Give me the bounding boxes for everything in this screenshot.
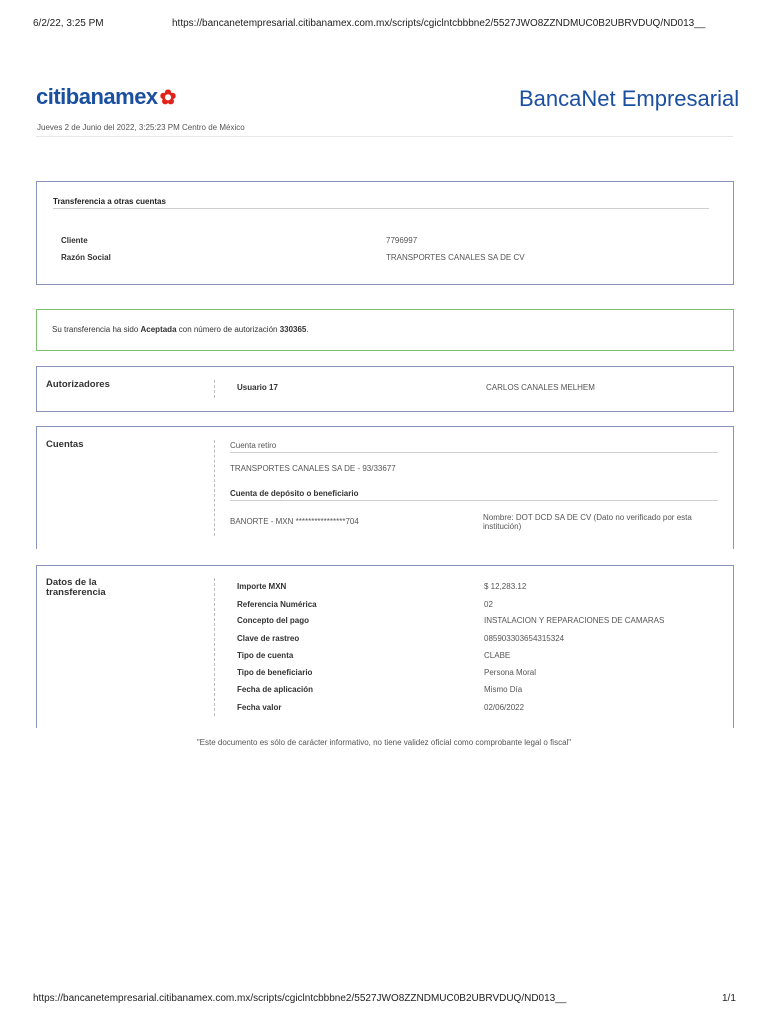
autorizadores-panel [36,366,734,412]
cuenta-deposito-label: Cuenta de depósito o beneficiario [230,489,359,498]
autorizadores-title: Autorizadores [46,379,110,390]
datos-row-value: 02 [484,600,493,609]
cliente-label: Cliente [61,236,88,245]
cuentas-title: Cuentas [46,439,84,450]
print-url: https://bancanetempresarial.citibanamex.com.mx/scripts/cgiclntcbbbne2/5527JWO8ZZNDMUC0B2UBRVDUQ/ND013__ [172,18,706,29]
datos-row-label: Clave de rastreo [237,634,300,643]
confirmation-middle: con número de autorización [176,325,280,334]
datos-title-line2: transferencia [46,587,106,598]
cuenta-deposito-rule [230,500,718,501]
datos-row-value: INSTALACION Y REPARACIONES DE CAMARAS [484,616,665,625]
cliente-value: 7796997 [386,236,418,245]
usuario-name: CARLOS CANALES MELHEM [486,383,595,392]
datos-title [46,578,106,598]
header-divider [36,136,733,137]
datos-divider [214,578,215,716]
datos-row-label: Referencia Numérica [237,600,317,609]
datos-row-label: Importe MXN [237,582,287,591]
print-date: 6/2/22, 3:25 PM [33,18,104,29]
print-footer-url: https://bancanetempresarial.citibanamex.com.mx/scripts/cgiclntcbbbne2/5527JWO8ZZNDMUC0B2UBRVDUQ/ND013__ [33,993,567,1004]
datos-row-label: Fecha de aplicación [237,685,314,694]
logo-text: citibanamex [36,84,158,109]
cuenta-deposito-value: BANORTE - MXN ****************704 [230,517,359,526]
datos-transferencia-panel [36,565,734,728]
datos-row-label: Tipo de cuenta [237,651,294,660]
razon-social-value: TRANSPORTES CANALES SA DE CV [386,253,525,262]
operation-title-rule [53,208,709,209]
cuenta-retiro-rule [230,452,718,453]
product-part1: BancaNet [519,86,616,111]
datos-row-label: Tipo de beneficiario [237,668,313,677]
cuentas-divider [214,440,215,536]
product-part2: Empresarial [621,86,740,111]
bancanet-empresarial-logo [519,86,739,112]
session-datetime: Jueves 2 de Junio del 2022, 3:25:23 PM Centro de México [37,123,245,132]
beneficiario-note: Nombre: DOT DCD SA DE CV (Dato no verificado por esta institución) [483,513,692,531]
razon-social-label: Razón Social [61,253,111,262]
confirmation-prefix: Su transferencia ha sido [52,325,141,334]
datos-row-label: Concepto del pago [237,616,309,625]
banamex-flower-icon: ✿ [159,87,176,109]
cuenta-retiro-value: TRANSPORTES CANALES SA DE - 93/33677 [230,464,396,473]
confirmation-status: Aceptada [140,325,177,334]
datos-row-value: 085903303654315324 [484,634,565,643]
datos-row-value: Mismo Día [484,685,523,694]
citibanamex-logo [36,84,176,110]
confirmation-message [52,325,309,334]
datos-row-value: Persona Moral [484,668,537,677]
datos-title-line1: Datos de la [46,577,97,588]
operation-title: Transferencia a otras cuentas [53,197,166,206]
autorizadores-divider [214,380,215,398]
datos-row-label: Fecha valor [237,703,282,712]
legal-disclaimer: "Este documento es sólo de carácter informativo, no tiene validez oficial como comprobante legal o fiscal" [196,738,572,747]
confirmation-suffix: . [306,325,309,334]
cuenta-retiro-label: Cuenta retiro [230,441,277,450]
usuario-label: Usuario 17 [237,383,278,392]
datos-row-value: 02/06/2022 [484,703,525,712]
datos-row-value: $ 12,283.12 [484,582,527,591]
authorization-number: 330365 [279,325,307,334]
datos-row-value: CLABE [484,651,511,660]
print-page-number: 1/1 [722,993,736,1004]
